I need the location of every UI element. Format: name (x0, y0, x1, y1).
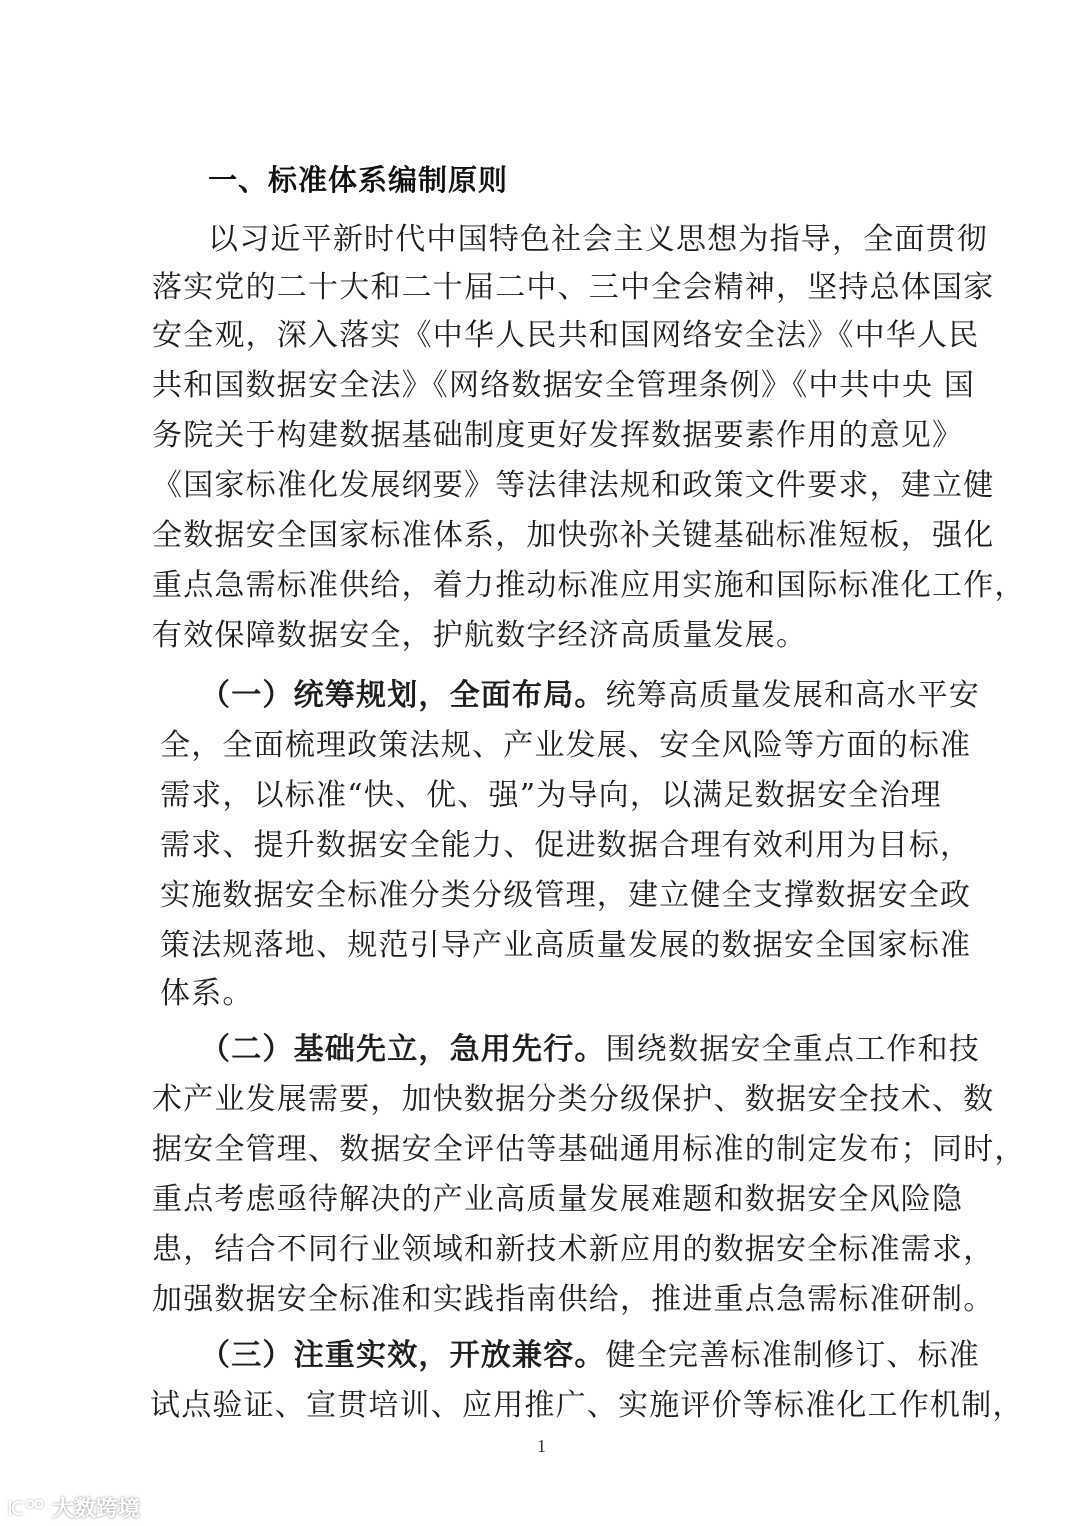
paragraph-3-line-1 (200, 1030, 980, 1070)
paragraph-2-first-line-rest: 统筹高质量发展和高水平安 (605, 678, 981, 713)
paragraph-2-line-2: 全，全面梳理政策法规、产业发展、安全风险等方面的标准 (160, 728, 972, 763)
paragraph-4-first-line-rest: 健全完善标准制修订、标准 (605, 1338, 981, 1373)
paragraph-3-line-3: 据安全管理、数据安全评估等基础通用标准的制定发布；同时， (152, 1132, 1026, 1167)
page-number: 1 (537, 1436, 546, 1456)
1688-logo-icon (6, 1497, 46, 1519)
section-heading: 一、标准体系编制原则 (208, 163, 509, 197)
paragraph-1-line-9: 有效保障数据安全，护航数字经济高质量发展。 (152, 618, 808, 653)
paragraph-1-line-1: 以习近平新时代中国特色社会主义思想为指导，全面贯彻 (208, 222, 988, 257)
watermark-text: 大数跨境 (52, 1497, 141, 1522)
paragraph-2-line-6: 策法规落地、规范引导产业高质量发展的数据安全国家标准 (160, 928, 972, 963)
paragraph-2-lead: （一）统筹规划，全面布局。 (200, 678, 606, 713)
paragraph-1-line-4: 共和国数据安全法》《网络数据安全管理条例》《中共中央 国 (152, 368, 976, 403)
paragraph-2-line-3: 需求，以标准“快、优、强”为导向，以满足数据安全治理 (160, 778, 942, 813)
paragraph-1-line-7: 全数据安全国家标准体系，加快弥补关键基础标准短板，强化 (152, 518, 995, 553)
paragraph-1-line-6: 《国家标准化发展纲要》等法律法规和政策文件要求，建立健 (152, 468, 995, 503)
paragraph-4-lead: （三）注重实效，开放兼容。 (200, 1338, 606, 1373)
paragraph-3-line-5: 患，结合不同行业领域和新技术新应用的数据安全标准需求， (152, 1232, 995, 1267)
paragraph-1-line-2: 落实党的二十大和二十届二中、三中全会精神，坚持总体国家 (152, 270, 995, 305)
paragraph-2-line-4: 需求、提升数据安全能力、促进数据合理有效利用为目标， (160, 828, 972, 863)
paragraph-2-line-1 (200, 676, 980, 716)
paragraph-3-line-4: 重点考虑亟待解决的产业高质量发展难题和数据安全风险隐 (152, 1182, 964, 1217)
paragraph-2-line-7: 体系。 (160, 976, 254, 1011)
paragraph-1-line-3: 安全观，深入落实《中华人民共和国网络安全法》《中华人民 (152, 318, 980, 353)
watermark (6, 1492, 140, 1523)
paragraph-3-line-6: 加强数据安全标准和实践指南供给，推进重点急需标准研制。 (152, 1282, 995, 1317)
paragraph-1-line-8: 重点急需标准供给，着力推动标准应用实施和国际标准化工作， (152, 568, 1026, 603)
paragraph-3-first-line-rest: 围绕数据安全重点工作和技 (605, 1032, 981, 1067)
paragraph-4-line-2: 试点验证、宣贯培训、应用推广、实施评价等标准化工作机制， (150, 1388, 1024, 1423)
paragraph-4-line-1 (200, 1336, 980, 1376)
paragraph-2-line-5: 实施数据安全标准分类分级管理，建立健全支撑数据安全政 (160, 878, 972, 913)
paragraph-3-line-2: 术产业发展需要，加快数据分类分级保护、数据安全技术、数 (152, 1082, 995, 1117)
paragraph-1-line-5: 务院关于构建数据基础制度更好发挥数据要素作用的意见》 (152, 418, 964, 453)
paragraph-3-lead: （二）基础先立，急用先行。 (200, 1032, 606, 1067)
